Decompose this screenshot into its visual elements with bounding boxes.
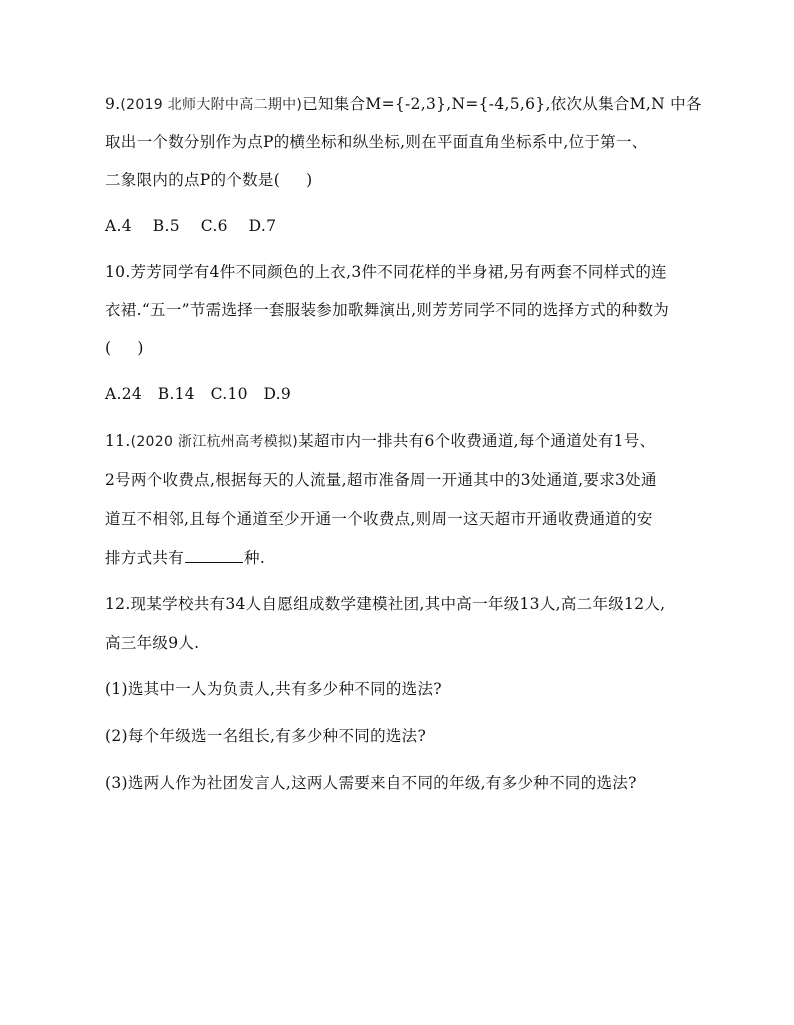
q11-source: (2020 浙江杭州高考模拟)	[130, 434, 299, 450]
q9-line-2: 取出一个数分别作为点P的横坐标和纵坐标,则在平面直角坐标系中,位于第一、	[105, 133, 648, 151]
q10-line-1: 10.芳芳同学有4件不同颜色的上衣,3件不同花样的半身裙,另有两套不同样式的连	[105, 263, 667, 281]
q11-text-1: 某超市内一排共有6个收费通道,每个通道处有1号、	[298, 432, 656, 450]
q11-text-4: 排方式共有	[105, 549, 185, 567]
q9-options: A.4 B.5 C.6 D.7	[105, 217, 277, 235]
q12-line-1: 12.现某学校共有34人自愿组成数学建模社团,其中高一年级13人,高二年级12人,	[105, 595, 666, 613]
q10-line-2: 衣裙.“五一”节需选择一套服装参加歌舞演出,则芳芳同学不同的选择方式的种数为	[105, 301, 670, 319]
q12-sub-1: (1)选其中一人为负责人,共有多少种不同的选法?	[105, 680, 442, 698]
q9-line-3	[105, 170, 312, 190]
q12-sub-3: (3)选两人作为社团发言人,这两人需要来自不同的年级,有多少种不同的选法?	[105, 774, 637, 792]
q11-line-3: 道互不相邻,且每个通道至少开通一个收费点,则周一这天超市开通收费通道的安	[105, 510, 653, 528]
q10-paren-close: )	[137, 339, 144, 357]
q9-paren-close: )	[306, 171, 313, 189]
q11-line-4	[105, 548, 265, 568]
answer-blank	[185, 548, 243, 563]
q10-paren-open: (	[105, 339, 112, 357]
q12-sub-2: (2)每个年级选一名组长,有多少种不同的选法?	[105, 727, 427, 745]
q9-number: 9.	[105, 95, 121, 113]
q12-line-2: 高三年级9人.	[105, 634, 200, 652]
q9-source: (2019 北师大附中高二期中)	[120, 97, 303, 113]
q11-line-2: 2号两个收费点,根据每天的人流量,超市准备周一开通其中的3处通道,要求3处通	[105, 471, 657, 489]
q11-line-1	[105, 431, 655, 452]
q9-line-1	[105, 94, 702, 115]
q11-unit: 种.	[244, 549, 266, 567]
q9-text-1: 已知集合M={-2,3},N={-4,5,6},依次从集合M,N 中各	[302, 95, 702, 113]
q10-options: A.24 B.14 C.10 D.9	[105, 385, 292, 403]
q9-stem-end: 二象限内的点P的个数是(	[105, 171, 281, 189]
q10-line-3	[105, 338, 144, 358]
q11-number: 11.	[105, 432, 131, 450]
